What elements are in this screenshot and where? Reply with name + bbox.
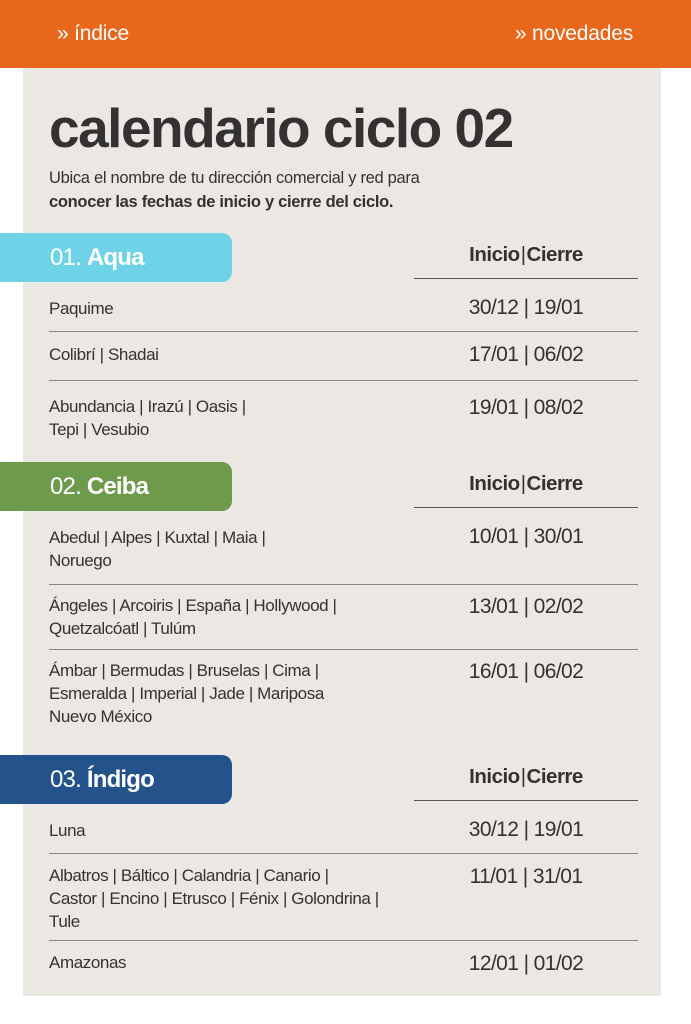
- row-divider: [49, 940, 638, 941]
- section-number: 03.: [50, 766, 81, 793]
- row-name-line: Ámbar | Bermudas | Bruselas | Cima |: [49, 661, 319, 680]
- row-name: [49, 395, 246, 441]
- section-tab-indigo: [0, 755, 232, 804]
- intro-text: [49, 166, 420, 214]
- row-name: Colibrí | Shadai: [49, 345, 159, 364]
- row-name-line: Tepi | Vesubio: [49, 420, 149, 439]
- row-name-line: Noruego: [49, 551, 112, 570]
- row-name: [49, 594, 337, 640]
- row-divider: [49, 584, 638, 585]
- row-name: [49, 864, 379, 933]
- row-dates: 12/01 | 01/02: [468, 952, 584, 975]
- column-header-ceiba: [414, 472, 638, 508]
- row-name: Luna: [49, 821, 86, 840]
- top-nav-bar: [0, 0, 691, 68]
- row-dates: 30/12 | 19/01: [468, 296, 584, 319]
- header-inicio: Inicio: [469, 243, 520, 266]
- section-tab-aqua: [0, 233, 232, 282]
- row-name: [49, 526, 266, 572]
- section-tab-ceiba: [0, 462, 232, 511]
- row-name-line: Ángeles | Arcoiris | España | Hollywood |: [49, 596, 337, 615]
- intro-line-2: conocer las fechas de inicio y cierre del ciclo.: [49, 193, 394, 211]
- row-name-line: Nuevo México: [49, 707, 152, 726]
- header-cierre: Cierre: [526, 765, 583, 788]
- row-dates: 16/01 | 06/02: [468, 660, 584, 683]
- intro-line-1: Ubica el nombre de tu dirección comercial y red para: [49, 169, 420, 187]
- section-number: 02.: [50, 473, 81, 500]
- row-name-line: Albatros | Báltico | Calandria | Canario |: [49, 866, 329, 885]
- row-divider: [49, 853, 638, 854]
- row-divider: [49, 380, 638, 381]
- row-divider: [49, 649, 638, 650]
- row-name-line: Abedul | Alpes | Kuxtal | Maia |: [49, 528, 266, 547]
- row-dates: 13/01 | 02/02: [468, 595, 584, 618]
- header-separator: |: [520, 472, 526, 495]
- row-name-line: Esmeralda | Imperial | Jade | Mariposa: [49, 684, 324, 703]
- nav-link-indice[interactable]: » índice: [57, 22, 129, 45]
- header-cierre: Cierre: [526, 472, 583, 495]
- column-header-aqua: [414, 243, 638, 279]
- row-dates: 10/01 | 30/01: [468, 525, 584, 548]
- header-separator: |: [520, 243, 526, 266]
- row-dates: 19/01 | 08/02: [468, 396, 584, 419]
- section-number: 01.: [50, 244, 81, 271]
- row-name-line: Tule: [49, 912, 80, 931]
- nav-link-novedades[interactable]: » novedades: [514, 22, 633, 45]
- header-inicio: Inicio: [469, 472, 520, 495]
- section-name: Índigo: [86, 766, 155, 793]
- section-name: Ceiba: [86, 473, 149, 500]
- row-name-line: Castor | Encino | Etrusco | Fénix | Golondrina |: [49, 889, 379, 908]
- page-title: calendario ciclo 02: [49, 97, 513, 159]
- header-cierre: Cierre: [526, 243, 583, 266]
- header-inicio: Inicio: [469, 765, 520, 788]
- header-separator: |: [520, 765, 526, 788]
- row-dates: 30/12 | 19/01: [468, 818, 584, 841]
- column-header-indigo: [414, 765, 638, 801]
- row-dates: 17/01 | 06/02: [468, 343, 584, 366]
- row-name: [49, 659, 324, 728]
- row-divider: [49, 331, 638, 332]
- row-name-line: Quetzalcóatl | Tulúm: [49, 619, 196, 638]
- row-name: Amazonas: [49, 953, 127, 972]
- row-name: Paquime: [49, 299, 114, 318]
- row-dates: 11/01 | 31/01: [469, 865, 583, 888]
- row-name-line: Abundancia | Irazú | Oasis |: [49, 397, 246, 416]
- section-name: Aqua: [86, 244, 144, 271]
